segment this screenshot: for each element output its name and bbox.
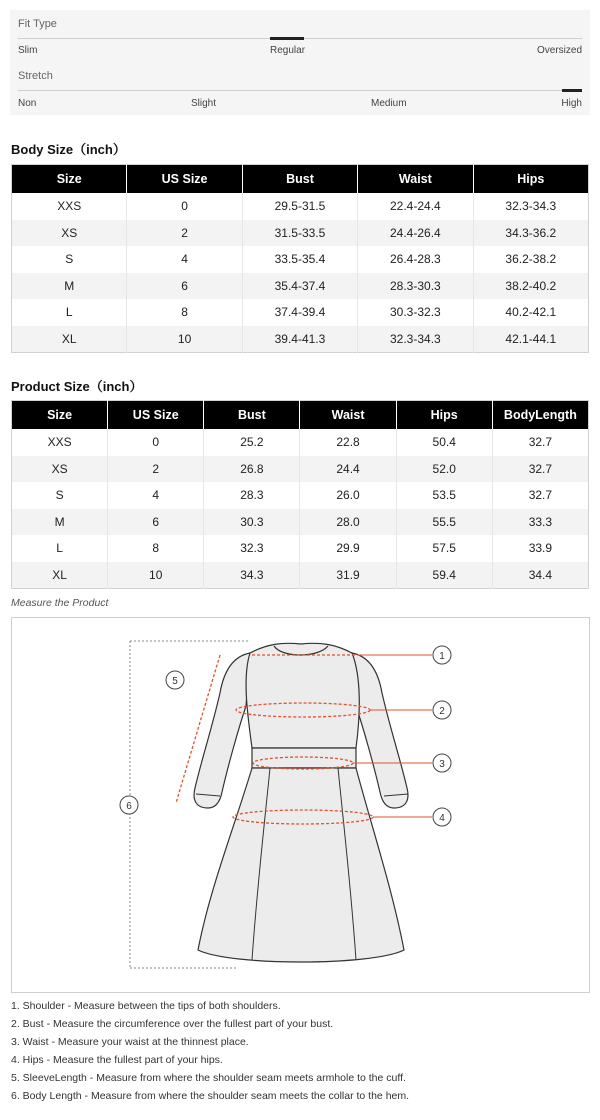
marker-1-label: 1 (439, 651, 445, 662)
table-cell: 32.7 (492, 429, 588, 456)
table-cell: 34.3-36.2 (473, 220, 588, 247)
stretch-track (18, 90, 582, 91)
table-cell: 52.0 (396, 456, 492, 483)
table-cell: XS (12, 220, 127, 247)
table-row (12, 246, 589, 273)
table-cell: L (65, 305, 73, 320)
table-cell: 2 (108, 456, 204, 483)
table-cell: 34.3 (204, 562, 300, 589)
table-row (12, 220, 589, 247)
stretch-option-medium: Medium (371, 98, 407, 109)
stretch-option-non: Non (18, 98, 37, 109)
table-cell: 22.8 (300, 429, 396, 456)
table-cell: 33.3 (492, 509, 588, 536)
table-cell: 32.3-34.3 (473, 193, 588, 220)
table-cell: 28.0 (300, 509, 396, 536)
table-cell: XXS (47, 435, 72, 450)
table-cell: 4 (108, 482, 204, 509)
table-cell: 29.9 (300, 535, 396, 562)
table-cell: 30.3 (204, 509, 300, 536)
table-cell: 25.2 (204, 429, 300, 456)
note-shoulder: 1. Shoulder - Measure between the tips of both shoulders. (11, 1000, 281, 1012)
table-cell: 6 (127, 273, 242, 300)
fit-option-regular: Regular (270, 45, 306, 56)
table-cell: 32.3 (204, 535, 300, 562)
marker-6-label: 6 (126, 801, 132, 812)
table-cell: 4 (127, 246, 242, 273)
measure-caption: Measure the Product (11, 597, 109, 609)
fit-type-selected-marker (270, 37, 304, 40)
measurement-diagram (11, 617, 590, 993)
note-bust: 2. Bust - Measure the circumference over the fullest part of your bust. (11, 1018, 334, 1030)
table-cell: 24.4 (300, 456, 396, 483)
table-cell: 30.3-32.3 (358, 299, 473, 326)
table-cell: XXS (57, 199, 82, 214)
note-body-length: 6. Body Length - Measure from where the shoulder seam meets the collar to the hem. (11, 1090, 410, 1102)
table-cell: 37.4-39.4 (242, 299, 357, 326)
body-size-title: Body Size（inch） (11, 142, 126, 157)
table-row (12, 482, 589, 509)
table-cell: 36.2-38.2 (473, 246, 588, 273)
table-cell: 32.7 (492, 482, 588, 509)
fit-type-label: Fit Type (18, 18, 57, 30)
table-row (12, 193, 589, 220)
column-header-waist: Waist (358, 165, 473, 194)
marker-3-label: 3 (439, 759, 445, 770)
table-cell: 34.4 (492, 562, 588, 589)
table-cell: 53.5 (396, 482, 492, 509)
column-header-hips: Hips (396, 401, 492, 430)
column-header-bust: Bust (242, 165, 357, 194)
table-cell: 22.4-24.4 (358, 193, 473, 220)
table-cell: 0 (127, 193, 242, 220)
table-cell: 10 (108, 562, 204, 589)
fit-option-slim: Slim (18, 45, 38, 56)
column-header-us-size: US Size (108, 401, 204, 430)
table-cell: S (55, 488, 64, 503)
table-cell: 39.4-41.3 (242, 326, 357, 353)
table-cell: L (56, 541, 63, 556)
column-header-hips: Hips (473, 165, 588, 194)
table-cell: 40.2-42.1 (473, 299, 588, 326)
fit-panel (10, 10, 590, 115)
table-cell: 31.9 (300, 562, 396, 589)
column-header-size: Size (12, 401, 108, 430)
table-cell: M (12, 273, 127, 300)
note-sleeve-length: 5. SleeveLength - Measure from where the shoulder seam meets armhole to the cuff. (11, 1072, 406, 1084)
column-header-waist: Waist (300, 401, 396, 430)
table-cell: XL (12, 562, 108, 589)
table-cell: 26.0 (300, 482, 396, 509)
table-cell: 10 (127, 326, 242, 353)
table-row (12, 509, 589, 536)
table-cell: 32.3-34.3 (358, 326, 473, 353)
table-cell: 55.5 (396, 509, 492, 536)
column-header-bust: Bust (204, 401, 300, 430)
table-cell: 50.4 (396, 429, 492, 456)
table-cell: 35.4-37.4 (242, 273, 357, 300)
table-row (12, 326, 589, 353)
table-cell: 28.3-30.3 (358, 273, 473, 300)
table-cell: 31.5-33.5 (242, 220, 357, 247)
table-cell: 26.8 (204, 456, 300, 483)
table-row (12, 535, 589, 562)
dress-illustration (12, 618, 589, 992)
table-row (12, 299, 589, 326)
table-cell: 8 (127, 299, 242, 326)
product-size-title: Product Size（inch） (11, 379, 143, 394)
table-cell: 33.9 (492, 535, 588, 562)
table-cell: 6 (108, 509, 204, 536)
product-size-table (11, 400, 589, 589)
fit-option-oversized: Oversized (536, 45, 582, 56)
table-row (12, 273, 589, 300)
stretch-option-slight: Slight (191, 98, 217, 109)
table-cell: 59.4 (396, 562, 492, 589)
table-cell: 42.1-44.1 (473, 326, 588, 353)
table-row (12, 429, 589, 456)
marker-2-label: 2 (439, 706, 445, 717)
marker-5-label: 5 (172, 676, 178, 687)
table-cell: 0 (108, 429, 204, 456)
note-waist: 3. Waist - Measure your waist at the thinnest place. (11, 1036, 249, 1048)
table-cell: 57.5 (396, 535, 492, 562)
marker-4-label: 4 (439, 813, 445, 824)
table-cell: S (65, 252, 74, 267)
note-hips: 4. Hips - Measure the fullest part of your hips. (11, 1054, 223, 1066)
body-size-table (11, 164, 589, 353)
table-cell: M (12, 509, 108, 536)
table-cell: 29.5-31.5 (242, 193, 357, 220)
table-cell: XL (12, 326, 127, 353)
column-header-us-size: US Size (127, 165, 242, 194)
table-cell: 2 (127, 220, 242, 247)
table-cell: 38.2-40.2 (473, 273, 588, 300)
table-cell: 33.5-35.4 (242, 246, 357, 273)
table-row (12, 456, 589, 483)
table-cell: 8 (108, 535, 204, 562)
column-header-size: Size (12, 165, 127, 194)
table-row (12, 562, 589, 589)
column-header-bodylength: BodyLength (492, 401, 588, 430)
dress-shape (194, 643, 408, 962)
table-cell: 28.3 (204, 482, 300, 509)
table-cell: 32.7 (492, 456, 588, 483)
table-cell: XS (12, 456, 108, 483)
stretch-option-high: High (561, 98, 582, 109)
stretch-label: Stretch (18, 70, 53, 82)
table-cell: 26.4-28.3 (358, 246, 473, 273)
stretch-selected-marker (562, 89, 582, 92)
table-cell: 24.4-26.4 (358, 220, 473, 247)
